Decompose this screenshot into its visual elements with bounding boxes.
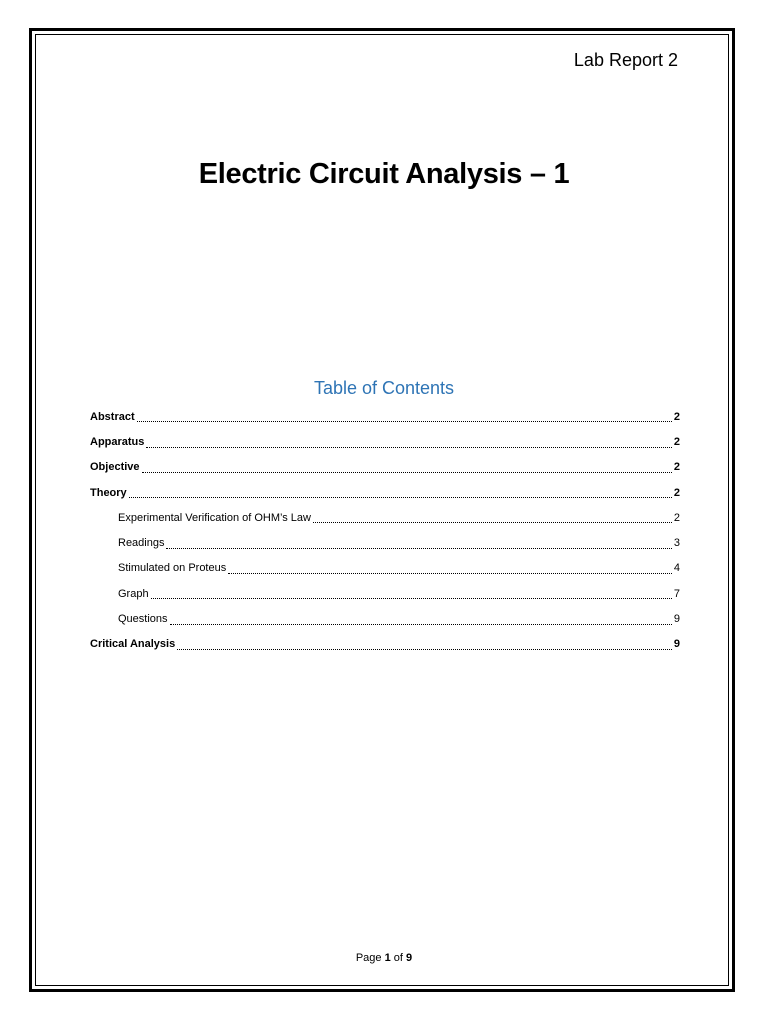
toc-entry-page: 9: [673, 638, 680, 651]
toc-entry-proteus[interactable]: [90, 556, 680, 581]
toc-entry-label: Objective: [90, 461, 140, 474]
footer-current-page: 1: [384, 952, 391, 964]
toc-entry-label: Stimulated on Proteus: [118, 562, 227, 575]
toc-leader-dots: [142, 472, 672, 473]
toc-entry-page: 7: [673, 587, 680, 600]
toc-entry-page: 2: [673, 486, 680, 499]
toc-entry-label: Questions: [118, 613, 168, 626]
toc-entry-theory[interactable]: [90, 480, 680, 505]
toc-entry-graph[interactable]: [90, 581, 680, 606]
toc-leader-dots: [313, 522, 672, 523]
toc-entry-page: 2: [673, 511, 680, 524]
toc-entry-label: Theory: [90, 486, 127, 499]
toc-leader-dots: [177, 649, 672, 650]
toc-entry-questions[interactable]: [90, 606, 680, 631]
toc-leader-dots: [146, 447, 671, 448]
toc-entry-page: 4: [673, 562, 680, 575]
toc-entry-critical-analysis[interactable]: [90, 632, 680, 657]
toc-entry-page: 2: [673, 461, 680, 474]
toc-entry-abstract[interactable]: [90, 404, 680, 429]
toc-entry-label: Abstract: [90, 410, 135, 423]
footer-total-pages: 9: [406, 952, 413, 964]
toc-entry-page: 2: [673, 435, 680, 448]
toc-entry-label: Experimental Verification of OHM’s Law: [118, 511, 311, 524]
footer-page-prefix: Page: [355, 952, 382, 964]
toc-entry-objective[interactable]: [90, 455, 680, 480]
document-title: Electric Circuit Analysis – 1: [198, 158, 570, 190]
report-header: Lab Report 2: [573, 50, 678, 70]
toc-entry-label: Apparatus: [90, 435, 145, 448]
toc-entry-label: Readings: [118, 537, 165, 550]
toc-entry-readings[interactable]: [90, 530, 680, 555]
page-footer: [0, 952, 768, 964]
toc-entry-label: Critical Analysis: [90, 638, 176, 651]
toc-leader-dots: [151, 598, 672, 599]
toc-leader-dots: [137, 421, 672, 422]
toc-leader-dots: [228, 573, 672, 574]
toc-entry-label: Graph: [118, 587, 149, 600]
toc-entry-apparatus[interactable]: [90, 429, 680, 454]
toc-entry-page: 9: [673, 613, 680, 626]
footer-of-word: of: [393, 952, 403, 964]
toc-heading: Table of Contents: [313, 378, 455, 398]
toc-entry-page: 2: [673, 410, 680, 423]
table-of-contents: [90, 404, 680, 657]
toc-leader-dots: [129, 497, 672, 498]
toc-entry-page: 3: [673, 537, 680, 550]
toc-entry-ohms-law[interactable]: [90, 505, 680, 530]
toc-leader-dots: [166, 548, 671, 549]
toc-leader-dots: [170, 624, 672, 625]
